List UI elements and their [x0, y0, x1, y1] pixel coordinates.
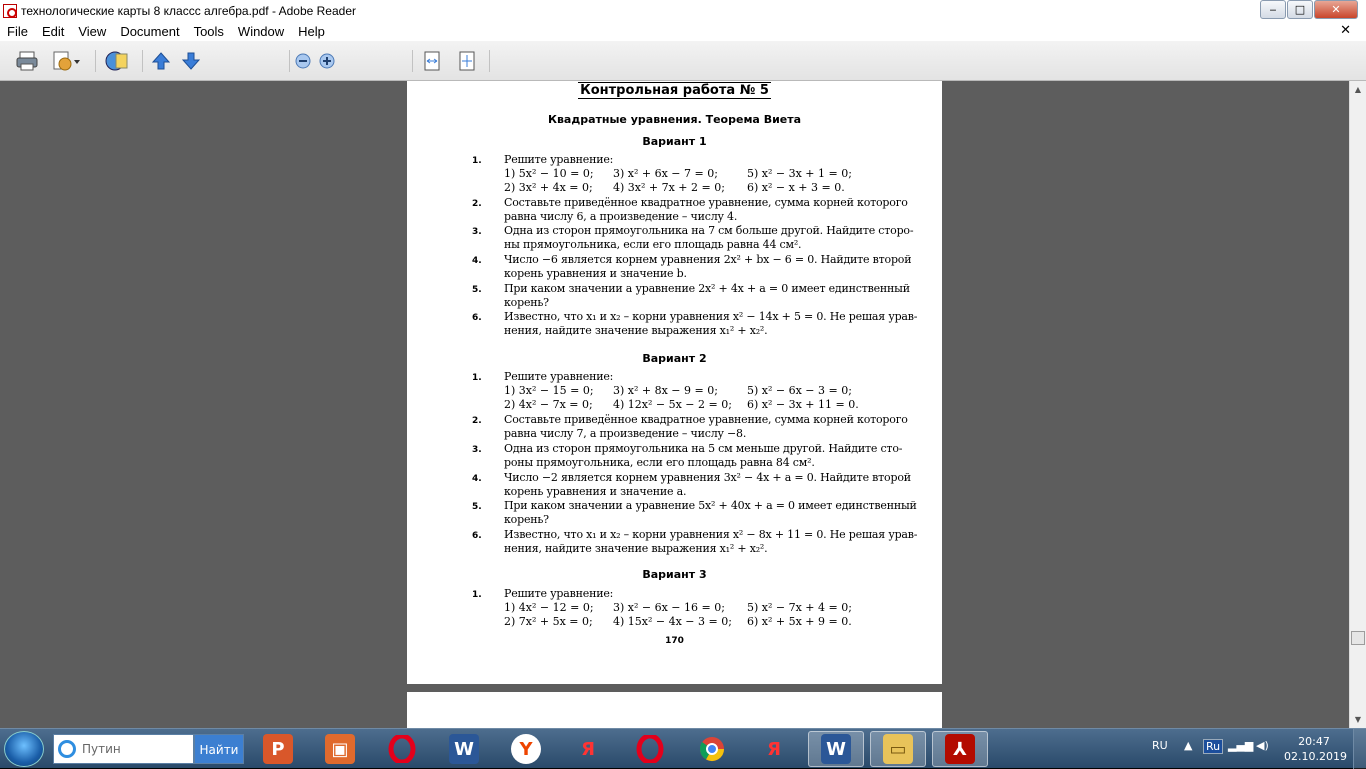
equation: 2) 3x² + 4x = 0; [504, 181, 593, 194]
item-number: 1. [472, 156, 482, 166]
toolbar [0, 41, 1366, 81]
task-text: равна числу 7, а произведение – числу −8. [504, 427, 747, 440]
equation: 6) x² + 5x + 9 = 0. [747, 615, 852, 628]
adobe-reader-icon [3, 4, 17, 18]
task-text: Решите уравнение: [504, 587, 614, 600]
task-text: корень? [504, 296, 549, 309]
equation: 1) 4x² − 12 = 0; [504, 601, 594, 614]
equation: 3) x² + 8x − 9 = 0; [613, 384, 718, 397]
equation: 4) 15x² − 4x − 3 = 0; [613, 615, 732, 628]
scroll-down-icon[interactable]: ▼ [1354, 715, 1362, 724]
explorer-icon[interactable]: ▭ [870, 731, 926, 767]
adobe-reader-icon[interactable]: ⅄ [932, 731, 988, 767]
powerpoint-icon[interactable]: P [250, 731, 306, 767]
scroll-up-icon[interactable]: ▲ [1354, 85, 1362, 94]
item-number: 5. [472, 285, 482, 295]
chrome-icon[interactable] [684, 731, 740, 767]
item-number: 6. [472, 531, 482, 541]
show-hidden-icons-icon[interactable]: ▲ [1184, 739, 1193, 752]
clock-time: 20:47 [1298, 735, 1330, 748]
item-number: 5. [472, 502, 482, 512]
task-text: нения, найдите значение выражения x₁² + x₂². [504, 542, 768, 555]
task-text: Одна из сторон прямоугольника на 5 см меньше другой. Найдите сто- [504, 442, 903, 455]
share-icon[interactable] [50, 49, 86, 73]
task-text: Одна из сторон прямоугольника на 7 см больше другой. Найдите сторо- [504, 224, 914, 237]
task-text: корень уравнения и значение b. [504, 267, 687, 280]
item-number: 1. [472, 373, 482, 383]
word-icon[interactable]: W [436, 731, 492, 767]
pdf-page [407, 81, 942, 684]
equation: 2) 7x² + 5x = 0; [504, 615, 593, 628]
volume-icon[interactable]: ◀) [1256, 739, 1269, 752]
ie-icon [58, 740, 76, 758]
maximize-button[interactable]: □ [1287, 0, 1313, 19]
page-number: 170 [665, 636, 684, 646]
vertical-scrollbar[interactable] [1349, 81, 1366, 728]
close-button[interactable]: ✕ [1314, 0, 1358, 19]
menu-bar [0, 21, 1366, 41]
equation: 5) x² − 3x + 1 = 0; [747, 167, 852, 180]
menu-tools[interactable]: Tools [193, 23, 224, 39]
menu-help[interactable]: Help [298, 23, 325, 39]
presentation-icon[interactable]: ▣ [312, 731, 368, 767]
item-number: 2. [472, 199, 482, 209]
document-viewer[interactable] [0, 81, 1349, 728]
task-text: Составьте приведённое квадратное уравнение, сумма корней которого [504, 196, 908, 209]
task-text: корень? [504, 513, 549, 526]
equation: 6) x² − 3x + 11 = 0. [747, 398, 859, 411]
task-text: Известно, что x₁ и x₂ – корни уравнения x² − 14x + 5 = 0. Не решая урав- [504, 310, 918, 323]
pdf-next-page [407, 692, 942, 732]
menu-view[interactable]: View [78, 23, 107, 39]
task-text: роны прямоугольника, если его площадь равна 84 см². [504, 456, 815, 469]
task-text: корень уравнения и значение a. [504, 485, 687, 498]
search-button[interactable]: Найти [194, 734, 244, 764]
language-indicator[interactable]: RU [1152, 739, 1168, 752]
yandex-browser-icon[interactable]: Я [581, 738, 595, 760]
show-desktop-button[interactable] [1353, 729, 1366, 769]
test-subtitle: Квадратные уравнения. Теорема Виета [547, 113, 802, 126]
item-number: 3. [472, 227, 482, 237]
keyboard-layout-badge[interactable]: Ru [1203, 739, 1223, 754]
equation: 6) x² − x + 3 = 0. [747, 181, 845, 194]
start-button[interactable] [4, 731, 44, 767]
task-text: Решите уравнение: [504, 153, 614, 166]
task-text: Число −2 является корнем уравнения 3x² − 4x + a = 0. Найдите второй [504, 471, 911, 484]
test-title: Контрольная работа № 5 [580, 83, 769, 98]
clock[interactable] [1284, 734, 1347, 764]
clock-date: 02.10.2019 [1284, 750, 1347, 763]
task-text: При каком значении a уравнение 5x² + 40x + a = 0 имеет единственный [504, 499, 917, 512]
print-icon[interactable] [14, 49, 40, 73]
window-title: технологические карты 8 классс алгебра.pdf - Adobe Reader [21, 3, 356, 18]
search-input[interactable]: Путин [82, 742, 121, 756]
menu-window[interactable]: Window [237, 23, 285, 39]
opera-icon[interactable] [622, 731, 678, 767]
collaborate-icon[interactable] [103, 49, 131, 73]
scroll-thumb[interactable] [1351, 631, 1365, 645]
task-text: ны прямоугольника, если его площадь равна 44 см². [504, 238, 802, 251]
task-text: Известно, что x₁ и x₂ – корни уравнения x² − 8x + 11 = 0. Не решая урав- [504, 528, 918, 541]
equation: 4) 3x² + 7x + 2 = 0; [613, 181, 725, 194]
equation: 5) x² − 6x − 3 = 0; [747, 384, 852, 397]
yandex-browser-icon[interactable]: Я [767, 738, 781, 760]
minimize-button[interactable]: ‒ [1260, 0, 1286, 19]
item-number: 2. [472, 416, 482, 426]
item-number: 6. [472, 313, 482, 323]
variant-1-heading: Вариант 1 [642, 135, 707, 148]
equation: 2) 4x² − 7x = 0; [504, 398, 593, 411]
menu-document[interactable]: Document [120, 23, 180, 39]
equation: 5) x² − 7x + 4 = 0; [747, 601, 852, 614]
equation: 3) x² + 6x − 7 = 0; [613, 167, 718, 180]
variant-2-heading: Вариант 2 [642, 352, 707, 365]
network-icon[interactable]: ▂▄▆ [1228, 739, 1254, 752]
equation: 1) 3x² − 15 = 0; [504, 384, 594, 397]
next-page-icon[interactable] [180, 49, 202, 73]
item-number: 4. [472, 474, 482, 484]
task-text: Число −6 является корнем уравнения 2x² + bx − 6 = 0. Найдите второй [504, 253, 912, 266]
previous-page-icon[interactable] [150, 49, 172, 73]
zoom-in-icon[interactable] [318, 49, 336, 73]
equation: 1) 5x² − 10 = 0; [504, 167, 594, 180]
menu-file[interactable]: File [7, 23, 28, 39]
menu-edit[interactable]: Edit [41, 23, 65, 39]
task-text: Решите уравнение: [504, 370, 614, 383]
variant-3-heading: Вариант 3 [642, 568, 707, 581]
fit-page-icon[interactable] [455, 49, 479, 73]
fit-width-icon[interactable] [420, 49, 444, 73]
zoom-out-icon[interactable] [294, 49, 312, 73]
item-number: 3. [472, 445, 482, 455]
equation: 4) 12x² − 5x − 2 = 0; [613, 398, 732, 411]
document-close-button[interactable]: ✕ [1340, 22, 1351, 37]
taskbar [0, 728, 1366, 768]
task-text: равна числу 6, а произведение – числу 4. [504, 210, 738, 223]
task-text: Составьте приведённое квадратное уравнение, сумма корней которого [504, 413, 908, 426]
item-number: 4. [472, 256, 482, 266]
yandex-icon[interactable]: Y [498, 731, 554, 767]
taskbar-search[interactable] [53, 734, 194, 764]
word-icon[interactable]: W [808, 731, 864, 767]
item-number: 1. [472, 590, 482, 600]
task-text: При каком значении a уравнение 2x² + 4x + a = 0 имеет единственный [504, 282, 910, 295]
title-bar [0, 0, 1366, 21]
equation: 3) x² − 6x − 16 = 0; [613, 601, 725, 614]
task-text: нения, найдите значение выражения x₁² + x₂². [504, 324, 768, 337]
opera-icon[interactable] [374, 731, 430, 767]
